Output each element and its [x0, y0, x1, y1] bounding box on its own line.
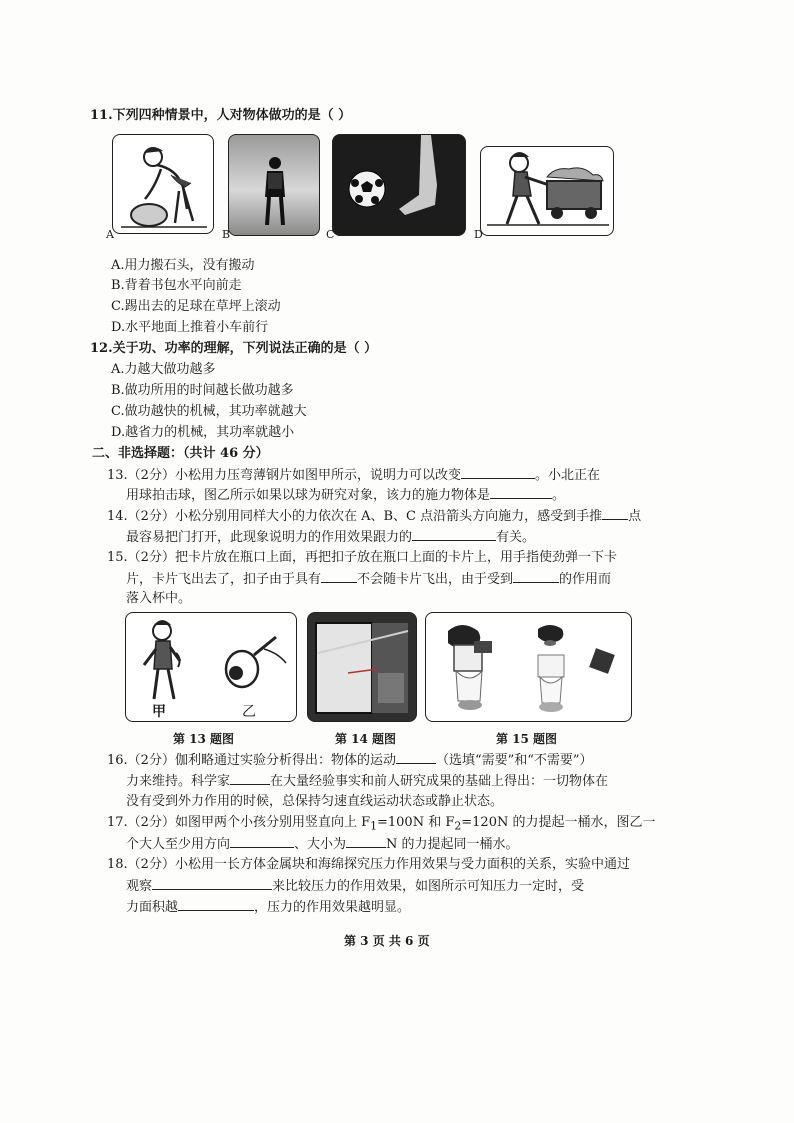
q18-text-e: ，压力的作用效果越明显。 [254, 900, 411, 915]
caption-fig15: 第 15 题图 [496, 732, 558, 746]
q12-stem: 12.关于功、功率的理解，下列说法正确的是（ ） [90, 341, 378, 356]
q11-figure-c [332, 134, 466, 236]
page-footer: 第 3 页 共 6 页 [344, 934, 430, 948]
fig13-label-yi: 乙 [242, 704, 256, 720]
q16-blank-1[interactable] [396, 751, 436, 764]
section-heading: 二、非选择题：（共计 46 分） [92, 446, 269, 461]
person-lifting-stone-illustration [113, 135, 213, 233]
q16-blank-2[interactable] [230, 772, 270, 785]
q18-line2 [126, 877, 584, 896]
q18-blank-2[interactable] [178, 898, 254, 911]
q12-option-d: D.越省力的机械，其功率就越小 [111, 425, 295, 440]
q13-text-c: 用球拍击球，图乙所示如果以球为研究对象，该力的施力物体是 [126, 488, 491, 503]
q17-line2 [126, 835, 519, 854]
q11-figure-d [480, 146, 614, 236]
q15-text-d: 的作用而 [559, 572, 612, 587]
q17-sub-1: 1 [370, 819, 377, 833]
q13-blank-2[interactable] [490, 486, 552, 499]
q17-text-e: 、大小为 [294, 837, 347, 852]
q16-line2 [126, 772, 608, 791]
q15-text-b: 片，卡片飞出去了，扣子由于具有 [126, 572, 322, 587]
q11-option-b: B.背着书包水平向前走 [111, 278, 242, 293]
q14-text-c: 最容易把门打开，此现象说明力的作用效果跟力的 [126, 530, 413, 545]
q13-line1 [107, 466, 600, 485]
figure-14 [307, 612, 417, 722]
q15-blank-1[interactable] [321, 570, 357, 583]
q17-text-a: 17.（2分）如图甲两个小孩分别用竖直向上 F [107, 815, 371, 830]
q17-blank-1[interactable] [230, 835, 294, 848]
q14-line1 [107, 507, 641, 526]
fig15-card-button-cup-photos [426, 613, 631, 721]
q18-line3 [126, 898, 410, 917]
caption-fig13: 第 13 题图 [173, 732, 235, 746]
q11-figure-b-letter: B [222, 228, 231, 241]
q16-line3: 没有受到外力作用的时候，总保持匀速直线运动状态或静止状态。 [126, 794, 504, 809]
q16-text-a: 16.（2分）伽利略通过实验分析得出：物体的运动 [107, 753, 396, 768]
q11-stem: 11.下列四种情景中，人对物体做功的是（ ） [90, 108, 352, 123]
q11-figure-c-letter: C [326, 228, 335, 241]
q15-text-c: 不会随卡片飞出，由于受到 [357, 572, 514, 587]
q11-option-d: D.水平地面上推着小车前行 [111, 320, 269, 335]
caption-fig14: 第 14 题图 [335, 732, 397, 746]
q13-text-b: 。小北正在 [534, 468, 600, 483]
q17-text-d: 个大人至少用方向 [126, 837, 231, 852]
q13-text-d: 。 [552, 488, 566, 503]
q11-figure-a-letter: A [106, 228, 114, 241]
q11-figure-b [228, 134, 320, 236]
q18-text-b: 观察 [126, 879, 153, 894]
q16-text-c: 力来维持。科学家 [126, 774, 231, 789]
q17-line1 [107, 814, 655, 836]
q17-text-c: =120N 的力提起一桶水，图乙一 [461, 815, 656, 830]
q17-text-b: =100N 和 F [377, 815, 455, 830]
q13-blank-1[interactable] [461, 466, 535, 479]
q16-text-d: 在大量经验事实和前人研究成果的基础上得出：一切物体在 [270, 774, 609, 789]
q14-line2 [126, 528, 535, 547]
figure-13 [125, 612, 297, 722]
q11-option-a: A.用力搬石头，没有搬动 [111, 258, 255, 273]
q14-text-a: 14.（2分）小松分别用同样大小的力依次在 A、B、C 点沿箭头方向施力，感受到手推 [107, 509, 603, 524]
q11-option-c: C.踢出去的足球在草坪上滚动 [111, 299, 281, 314]
q18-text-d: 力面积越 [126, 900, 179, 915]
q15-line2 [126, 570, 611, 589]
q11-figure-a [112, 134, 214, 234]
q13-line2 [126, 486, 565, 505]
q14-text-b: 点 [628, 509, 642, 524]
fig14-door-photo [308, 613, 416, 721]
q17-blank-2[interactable] [346, 835, 386, 848]
q15-line3: 落入杯中。 [126, 591, 192, 606]
q12-option-c: C.做功越快的机械，其功率就越大 [111, 404, 307, 419]
boy-pushing-cart-illustration [481, 147, 613, 235]
q11-figure-d-letter: D [474, 228, 483, 241]
q16-text-b: （选填“需要”和“不需要”） [435, 753, 593, 768]
q12-option-a: A.力越大做功越多 [111, 362, 216, 377]
q13-text-a: 13.（2分）小松用力压弯薄钢片如图甲所示，说明力可以改变 [107, 468, 461, 483]
q18-line1: 18.（2分）小松用一长方体金属块和海绵探究压力作用效果与受力面积的关系，实验中通过 [107, 857, 630, 872]
q17-text-f: N 的力提起同一桶水。 [386, 837, 519, 852]
q17-sub-2: 2 [454, 819, 462, 833]
q18-blank-1[interactable] [152, 877, 272, 890]
q12-option-b: B.做功所用的时间越长做功越多 [111, 383, 294, 398]
q16-line1 [107, 751, 593, 770]
q14-text-d: 有关。 [496, 530, 536, 545]
football-kick-photo [333, 135, 465, 235]
q15-line1: 15.（2分）把卡片放在瓶口上面，再把扣子放在瓶口上面的卡片上，用手指使劲弹一下卡 [107, 550, 617, 565]
person-walking-backpack-photo [229, 135, 319, 235]
q14-blank-1[interactable] [602, 507, 628, 520]
q15-blank-2[interactable] [513, 570, 559, 583]
q18-text-c: 来比较压力的作用效果，如图所示可知压力一定时，受 [272, 879, 585, 894]
q14-blank-2[interactable] [412, 528, 496, 541]
figure-15 [425, 612, 632, 722]
fig13-label-jia: 甲 [152, 704, 166, 720]
